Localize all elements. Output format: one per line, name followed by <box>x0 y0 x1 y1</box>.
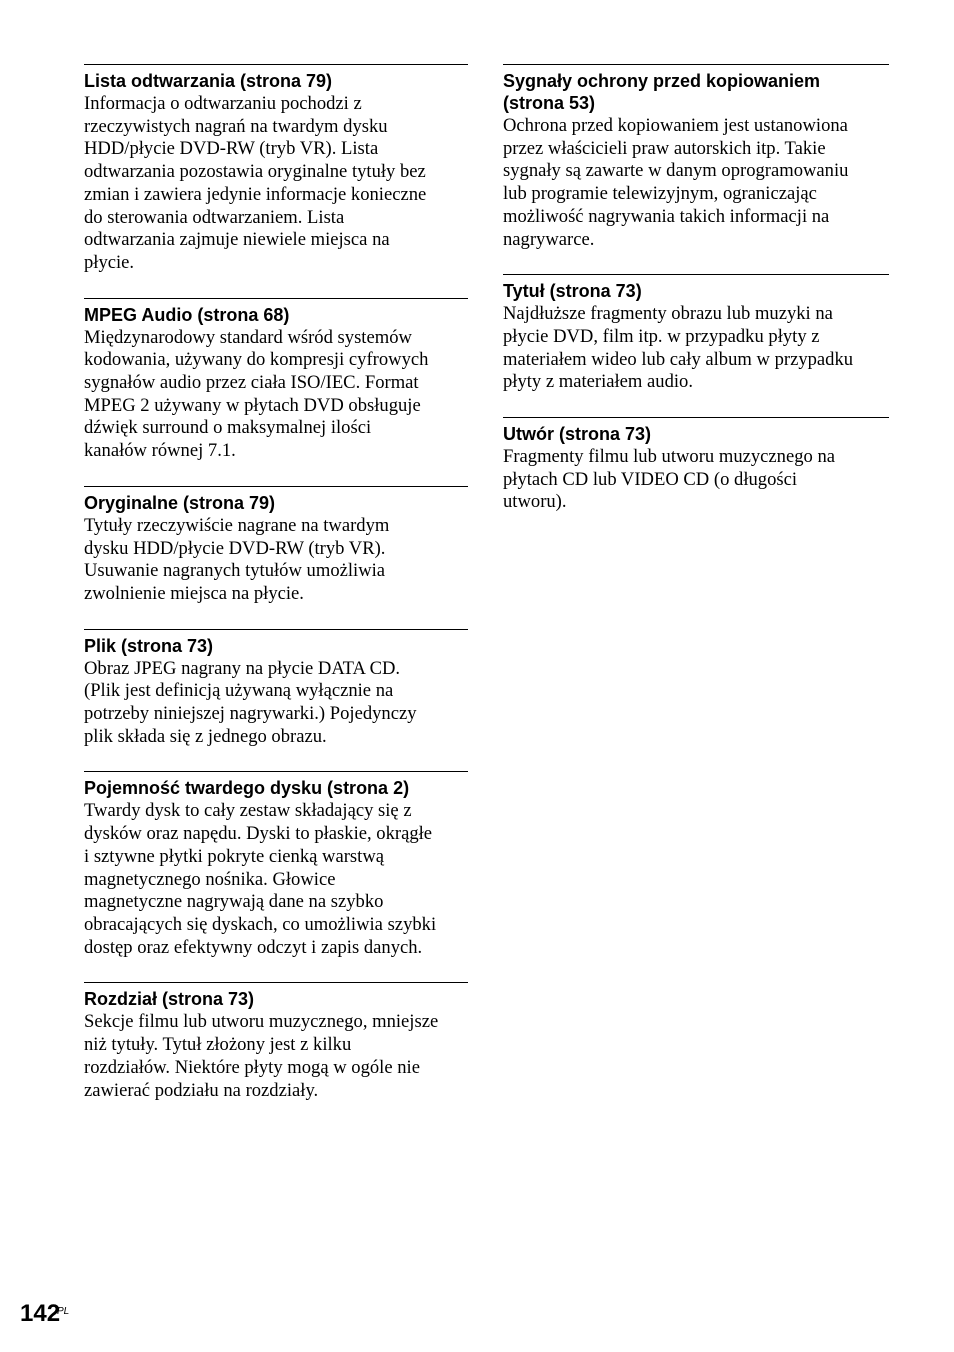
entry-description: Informacja o odtwarzaniu pochodzi z rzeczywistych nagrań na twardym dysku HDD/płycie DVD-RW (tryb VR). Lista odtwarzania pozostawia oryginalne tytuły bez zmian i zawiera jedynie informacje konieczne do sterowania odtwarzaniem. Lista odtwarzania zajmuje niewiele miejsca na płycie. <box>84 93 427 273</box>
glossary-entry <box>503 274 889 394</box>
entry-description: Sekcje filmu lub utworu muzycznego, mniejsze niż tytuły. Tytuł złożony jest z kilku rozdziałów. Niektóre płyty mogą w ogóle nie zawierać podziału na rozdziały. <box>84 1011 439 1101</box>
glossary-entry <box>84 486 468 606</box>
right-column <box>503 64 889 537</box>
page-language-code: PL <box>57 1306 70 1317</box>
entry-title: Tytuł (strona 73) <box>503 281 642 302</box>
page-number: 142 <box>20 1300 61 1327</box>
entry-title: MPEG Audio (strona 68) <box>84 304 290 325</box>
entry-title: Utwór (strona 73) <box>503 424 652 445</box>
glossary-entry <box>84 982 468 1102</box>
glossary-entry <box>84 298 468 463</box>
entry-description: Ochrona przed kopiowaniem jest ustanowiona przez właścicieli praw autorskich itp. Takie sygnały są zawarte w danym oprogramowaniu lub programie telewizyjnym, ograniczając możliwość nagrywania takich informacji na nagrywarce. <box>503 115 849 250</box>
glossary-entry <box>84 629 468 749</box>
glossary-entry <box>503 417 889 514</box>
left-column <box>84 64 468 1125</box>
entry-title: Sygnały ochrony przed kopiowaniem (strona 53) <box>503 71 821 113</box>
entry-title: Lista odtwarzania (strona 79) <box>84 71 333 91</box>
entry-description: Fragmenty filmu lub utworu muzycznego na płytach CD lub VIDEO CD (o długości utworu). <box>503 446 836 513</box>
glossary-entry <box>503 64 889 251</box>
entry-description: Międzynarodowy standard wśród systemów kodowania, używany do kompresji cyfrowych sygnałów audio przez ciała ISO/IEC. Format MPEG 2 używany w płytach DVD obsługuje dźwięk surround o maksymalnej ilości kanałów równej 7.1. <box>84 326 429 462</box>
entry-description: Najdłuższe fragmenty obrazu lub muzyki na płycie DVD, film itp. w przypadku płyty z materiałem wideo lub cały album w przypadku płyty z materiałem audio. <box>503 303 854 393</box>
entry-description: Tytuły rzeczywiście nagrane na twardym dysku HDD/płycie DVD-RW (tryb VR). Usuwanie nagranych tytułów umożliwia zwolnienie miejsca na płycie. <box>84 514 390 604</box>
entry-description: Obraz JPEG nagrany na płycie DATA CD. (Plik jest definicją używaną wyłącznie na potrzeby niniejszej nagrywarki.) Pojedynczy plik składa się z jednego obrazu. <box>84 657 417 747</box>
glossary-entry <box>84 771 468 959</box>
entry-title: Oryginalne (strona 79) <box>84 492 276 513</box>
entry-title: Rozdział (strona 73) <box>84 989 255 1010</box>
entry-description: Twardy dysk to cały zestaw składający się z dysków oraz napędu. Dyski to płaskie, okrągłe i sztywne płytki pokryte cienką warstwą magnetycznego nośnika. Głowice magnetyczne nagrywają dane na szybko obracających się dyskach, co umożliwia szybki dostęp oraz efektywny odczyt i zapis danych. <box>84 800 437 958</box>
entry-title: Plik (strona 73) <box>84 635 214 656</box>
entry-title: Pojemność twardego dysku (strona 2) <box>84 778 410 799</box>
glossary-entry <box>84 64 468 275</box>
